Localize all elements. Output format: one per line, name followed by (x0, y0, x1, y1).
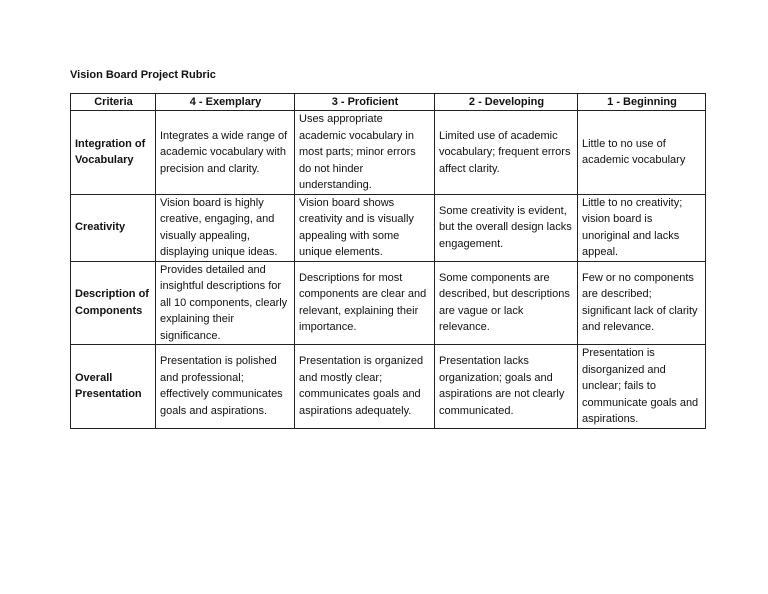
rubric-cell: Descriptions for most components are clear and relevant, explaining their importance. (295, 261, 435, 345)
rubric-cell: Provides detailed and insightful descriptions for all 10 components, clearly explaining their significance. (156, 261, 295, 345)
rubric-table (70, 93, 706, 429)
column-header-developing: 2 - Developing (435, 94, 578, 111)
column-header-beginning: 1 - Beginning (578, 94, 706, 111)
rubric-cell: Presentation is polished and professional; effectively communicates goals and aspirations. (156, 345, 295, 429)
criterion-cell: Creativity (71, 194, 156, 261)
rubric-cell: Little to no use of academic vocabulary (578, 111, 706, 195)
column-header-exemplary: 4 - Exemplary (156, 94, 295, 111)
rubric-cell: Little to no creativity; vision board is unoriginal and lacks appeal. (578, 194, 706, 261)
rubric-cell: Presentation is disorganized and unclear; fails to communicate goals and aspirations. (578, 345, 706, 429)
rubric-cell: Vision board shows creativity and is visually appealing with some unique elements. (295, 194, 435, 261)
rubric-cell: Few or no components are described; significant lack of clarity and relevance. (578, 261, 706, 345)
rubric-cell: Vision board is highly creative, engaging, and visually appealing, displaying unique ideas. (156, 194, 295, 261)
rubric-cell: Uses appropriate academic vocabulary in most parts; minor errors do not hinder understanding. (295, 111, 435, 195)
column-header-criteria: Criteria (71, 94, 156, 111)
criterion-cell: Description of Components (71, 261, 156, 345)
rubric-cell: Limited use of academic vocabulary; frequent errors affect clarity. (435, 111, 578, 195)
table-row (71, 194, 706, 261)
table-row (71, 345, 706, 429)
document-title: Vision Board Project Rubric (70, 69, 216, 81)
criterion-cell: Overall Presentation (71, 345, 156, 429)
column-header-proficient: 3 - Proficient (295, 94, 435, 111)
criterion-cell: Integration of Vocabulary (71, 111, 156, 195)
rubric-cell: Some creativity is evident, but the overall design lacks engagement. (435, 194, 578, 261)
rubric-cell: Integrates a wide range of academic vocabulary with precision and clarity. (156, 111, 295, 195)
table-row (71, 111, 706, 195)
rubric-cell: Presentation is organized and mostly clear; communicates goals and aspirations adequately. (295, 345, 435, 429)
rubric-cell: Some components are described, but descriptions are vague or lack relevance. (435, 261, 578, 345)
table-row (71, 261, 706, 345)
rubric-cell: Presentation lacks organization; goals and aspirations are not clearly communicated. (435, 345, 578, 429)
table-header-row (71, 94, 706, 111)
